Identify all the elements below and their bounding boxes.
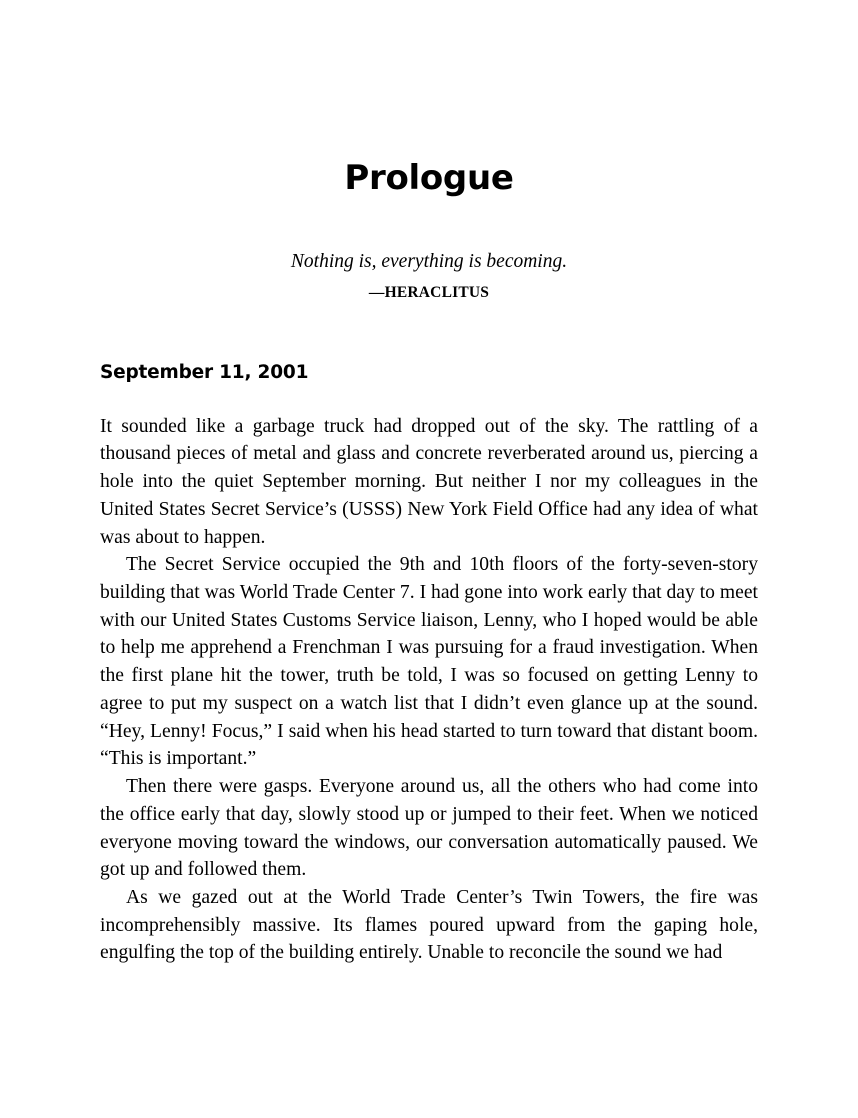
paragraph: The Secret Service occupied the 9th and 10th floors of the forty-seven-story building that was World Trade Center 7. I had gone into work early that day to meet with our United States Customs Service liaison, Lenny, who I hoped would be able to help me apprehend a Frenchman I was pursuing for a fraud investigation. When the first plane hit the tower, truth be told, I was so focused on getting Lenny to agree to put my suspect on a watch list that I didn’t even glance up at the sound. “Hey, Lenny! Focus,” I said when his head started to turn toward that distant boom. “This is important.” xyxy=(100,554,758,770)
paragraph: As we gazed out at the World Trade Center’s Twin Towers, the fire was incomprehensibly massive. Its flames poured upward from the gaping hole, engulfing the top of the building entirely. Unable to reconcile the sound we had xyxy=(100,886,758,964)
body-text xyxy=(100,383,758,967)
epigraph-attribution: —HERACLITUS xyxy=(368,283,490,301)
paragraph: It sounded like a garbage truck had dropped out of the sky. The rattling of a thousand pieces of metal and glass and concrete reverberated around us, piercing a hole into the quiet September morning. But neither I nor my colleagues in the United States Secret Service’s (USSS) New York Field Office had any idea of what was about to happen. xyxy=(100,415,758,548)
page-title: Prologue xyxy=(344,158,514,198)
epigraph xyxy=(100,249,758,301)
date-heading: September 11, 2001 xyxy=(100,361,309,383)
epigraph-quote: Nothing is, everything is becoming. xyxy=(290,251,568,273)
paragraph: Then there were gasps. Everyone around us, all the others who had come into the office early that day, slowly stood up or jumped to their feet. When we noticed everyone moving toward the windows, our conversation automatically paused. We got up and followed them. xyxy=(100,776,758,881)
